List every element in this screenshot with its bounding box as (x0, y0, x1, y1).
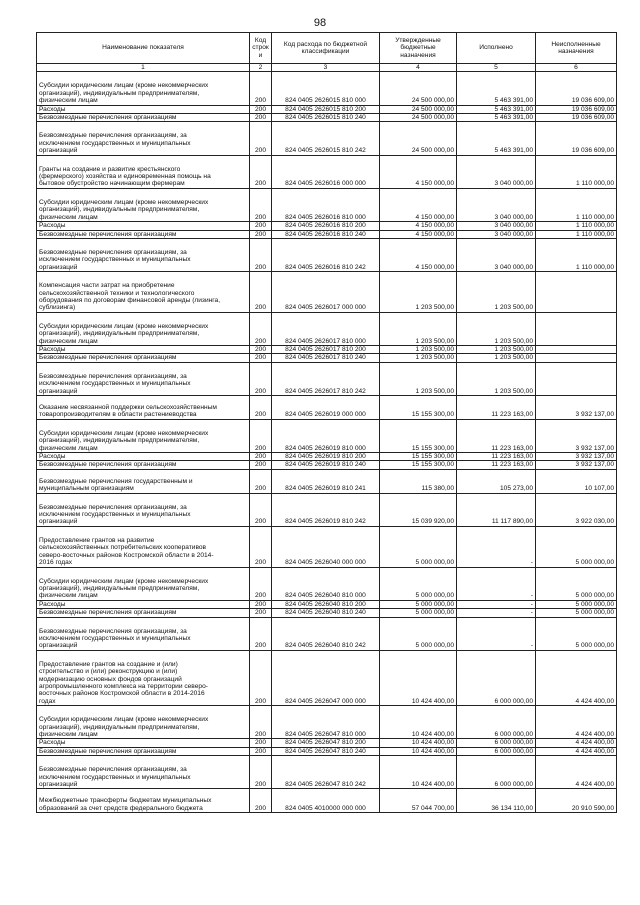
row-classification-code: 824 0405 2626047 000 000 (272, 650, 380, 705)
row-indicator-name: Оказание несвязанной поддержки сельскохозяйственным товаропроизводителям в области растениеводства (37, 396, 250, 420)
row-line-code: 200 (250, 617, 272, 650)
row-classification-code: 824 0405 2626016 000 000 (272, 155, 380, 188)
row-classification-code: 824 0405 4010000 000 000 (272, 789, 380, 813)
header-approved: Утвержденные бюджетные назначения (380, 33, 457, 64)
row-line-code: 200 (250, 188, 272, 221)
row-classification-code: 824 0405 2626040 000 000 (272, 526, 380, 567)
row-indicator-name: Безвозмездные перечисления организациям, за исключением государственных и муниципальных организаций (37, 122, 250, 155)
row-line-code: 200 (250, 526, 272, 567)
row-classification-code: 824 0405 2626016 810 242 (272, 238, 380, 271)
column-number: 1 (37, 64, 250, 72)
row-approved-amount: 1 203 500,00 (380, 312, 457, 345)
table-row (37, 72, 617, 105)
row-executed-amount: 3 040 000,00 (457, 238, 536, 271)
row-unexecuted-amount: 1 110 000,00 (536, 188, 617, 221)
row-classification-code: 824 0405 2626017 810 240 (272, 354, 380, 362)
row-executed-amount: 11 223 163,00 (457, 396, 536, 420)
table-row (37, 609, 617, 617)
row-unexecuted-amount: 3 932 137,00 (536, 461, 617, 469)
row-executed-amount: 3 040 000,00 (457, 155, 536, 188)
table-row (37, 188, 617, 221)
table-row (37, 526, 617, 567)
row-executed-amount: 3 040 000,00 (457, 230, 536, 238)
row-executed-amount: 5 463 391,00 (457, 105, 536, 113)
row-indicator-name: Безвозмездные перечисления организациям, за исключением государственных и муниципальных организаций (37, 756, 250, 789)
table-row (37, 747, 617, 755)
table-row (37, 362, 617, 395)
row-approved-amount: 10 424 400,00 (380, 706, 457, 739)
row-unexecuted-amount: 19 036 609,00 (536, 114, 617, 122)
table-row (37, 461, 617, 469)
row-line-code: 200 (250, 72, 272, 105)
row-classification-code: 824 0405 2626019 810 240 (272, 461, 380, 469)
row-indicator-name: Расходы (37, 600, 250, 608)
row-executed-amount: 36 134 110,00 (457, 789, 536, 813)
table-row (37, 567, 617, 600)
row-approved-amount: 5 000 000,00 (380, 567, 457, 600)
row-unexecuted-amount: 20 910 590,00 (536, 789, 617, 813)
row-line-code: 200 (250, 105, 272, 113)
table-row (37, 105, 617, 113)
row-indicator-name: Расходы (37, 222, 250, 230)
row-indicator-name: Субсидии юридическим лицам (кроме некоммерческих организаций), индивидуальным предпринимателям, физическим лицам (37, 419, 250, 452)
row-approved-amount: 1 203 500,00 (380, 272, 457, 313)
row-approved-amount: 24 500 000,00 (380, 105, 457, 113)
row-line-code: 200 (250, 567, 272, 600)
row-classification-code: 824 0405 2626015 810 000 (272, 72, 380, 105)
table-row (37, 345, 617, 353)
row-line-code: 200 (250, 469, 272, 493)
row-classification-code: 824 0405 2626015 810 242 (272, 122, 380, 155)
row-classification-code: 824 0405 2626017 810 242 (272, 362, 380, 395)
row-indicator-name: Предоставление грантов на создание и (или) строительство и (или) реконструкцию и (или) модернизацию основных фондов организаций агропромышленного комплекса на территории северо- восточных районов Костромской области в 2014-2016 годах (37, 650, 250, 705)
row-line-code: 200 (250, 272, 272, 313)
row-unexecuted-amount: 1 110 000,00 (536, 222, 617, 230)
table-row (37, 600, 617, 608)
table-row (37, 469, 617, 493)
row-unexecuted-amount: 5 000 000,00 (536, 600, 617, 608)
table-row (37, 122, 617, 155)
table-row (37, 114, 617, 122)
row-indicator-name: Расходы (37, 739, 250, 747)
row-approved-amount: 10 424 400,00 (380, 756, 457, 789)
row-line-code: 200 (250, 419, 272, 452)
row-unexecuted-amount: 5 000 000,00 (536, 609, 617, 617)
row-executed-amount: 11 117 890,00 (457, 493, 536, 526)
row-unexecuted-amount: 19 036 609,00 (536, 105, 617, 113)
row-approved-amount: 1 203 500,00 (380, 354, 457, 362)
page-number: 98 (313, 17, 327, 29)
row-approved-amount: 4 150 000,00 (380, 188, 457, 221)
table-row (37, 155, 617, 188)
row-executed-amount: 3 040 000,00 (457, 188, 536, 221)
row-line-code: 200 (250, 493, 272, 526)
row-unexecuted-amount: 3 922 030,00 (536, 493, 617, 526)
row-unexecuted-amount: 4 424 400,00 (536, 706, 617, 739)
row-executed-amount: 11 223 163,00 (457, 453, 536, 461)
row-unexecuted-amount: 3 932 137,00 (536, 453, 617, 461)
row-executed-amount: 1 203 500,00 (457, 312, 536, 345)
row-executed-amount: 6 000 000,00 (457, 706, 536, 739)
row-indicator-name: Предоставление грантов на развитие сельскохозяйственных потребительских кооперативов северо-восточных районов Костромской области в 2014- 2016 годах (37, 526, 250, 567)
table-row (37, 272, 617, 313)
table-row (37, 617, 617, 650)
row-approved-amount: 115 380,00 (380, 469, 457, 493)
table-body (37, 72, 617, 813)
row-unexecuted-amount: 4 424 400,00 (536, 739, 617, 747)
header-row (37, 33, 617, 64)
table-row (37, 493, 617, 526)
table-row (37, 453, 617, 461)
row-indicator-name: Субсидии юридическим лицам (кроме некоммерческих организаций), индивидуальным предпринимателям, физическим лицам (37, 312, 250, 345)
row-approved-amount: 57 044 700,00 (380, 789, 457, 813)
row-classification-code: 824 0405 2626017 810 200 (272, 345, 380, 353)
row-classification-code: 824 0405 2626016 810 000 (272, 188, 380, 221)
row-executed-amount: 1 203 500,00 (457, 362, 536, 395)
header-unexecuted: Неисполненные назначения (536, 33, 617, 64)
row-classification-code: 824 0405 2626019 810 000 (272, 419, 380, 452)
row-classification-code: 824 0405 2626047 810 000 (272, 706, 380, 739)
row-line-code: 200 (250, 706, 272, 739)
row-unexecuted-amount (536, 345, 617, 353)
row-executed-amount: 6 000 000,00 (457, 650, 536, 705)
row-executed-amount: 5 463 391,00 (457, 72, 536, 105)
row-classification-code: 824 0405 2626019 810 241 (272, 469, 380, 493)
row-executed-amount: - (457, 617, 536, 650)
row-executed-amount: 5 463 391,00 (457, 122, 536, 155)
row-indicator-name: Безвозмездные перечисления организациям, за исключением государственных и муниципальных организаций (37, 617, 250, 650)
table-row (37, 789, 617, 813)
row-indicator-name: Расходы (37, 105, 250, 113)
row-executed-amount: - (457, 526, 536, 567)
row-approved-amount: 5 000 000,00 (380, 609, 457, 617)
row-indicator-name: Расходы (37, 345, 250, 353)
row-indicator-name: Безвозмездные перечисления организациям, за исключением государственных и муниципальных организаций (37, 238, 250, 271)
row-unexecuted-amount: 4 424 400,00 (536, 756, 617, 789)
row-line-code: 200 (250, 461, 272, 469)
table-row (37, 419, 617, 452)
header-executed: Исполнено (457, 33, 536, 64)
row-line-code: 200 (250, 230, 272, 238)
row-classification-code: 824 0405 2626019 810 242 (272, 493, 380, 526)
column-number: 5 (457, 64, 536, 72)
row-approved-amount: 10 424 400,00 (380, 747, 457, 755)
row-indicator-name: Расходы (37, 453, 250, 461)
row-line-code: 200 (250, 362, 272, 395)
row-line-code: 200 (250, 238, 272, 271)
row-classification-code: 824 0405 2626040 810 240 (272, 609, 380, 617)
table-row (37, 312, 617, 345)
row-indicator-name: Межбюджетные трансферты бюджетам муниципальных образований за счет средств федерального бюджета (37, 789, 250, 813)
row-classification-code: 824 0405 2626017 000 000 (272, 272, 380, 313)
row-unexecuted-amount: 4 424 400,00 (536, 650, 617, 705)
row-line-code: 200 (250, 756, 272, 789)
row-classification-code: 824 0405 2626016 810 240 (272, 230, 380, 238)
row-line-code: 200 (250, 789, 272, 813)
row-indicator-name: Субсидии юридическим лицам (кроме некоммерческих организаций), индивидуальным предпринимателям, физическим лицам (37, 72, 250, 105)
column-number: 3 (272, 64, 380, 72)
row-approved-amount: 10 424 400,00 (380, 739, 457, 747)
row-indicator-name: Безвозмездные перечисления организациям (37, 461, 250, 469)
row-line-code: 200 (250, 155, 272, 188)
row-executed-amount: - (457, 600, 536, 608)
row-approved-amount: 24 500 000,00 (380, 122, 457, 155)
row-approved-amount: 5 000 000,00 (380, 617, 457, 650)
row-classification-code: 824 0405 2626019 000 000 (272, 396, 380, 420)
row-executed-amount: 3 040 000,00 (457, 222, 536, 230)
row-executed-amount: 11 223 163,00 (457, 461, 536, 469)
row-approved-amount: 4 150 000,00 (380, 238, 457, 271)
row-unexecuted-amount: 3 932 137,00 (536, 419, 617, 452)
table-row (37, 230, 617, 238)
row-unexecuted-amount: 10 107,00 (536, 469, 617, 493)
row-indicator-name: Компенсация части затрат на приобретение сельскохозяйственной техники и технологического оборудования по договорам финансовой аренды (лизинга, сублизинга) (37, 272, 250, 313)
row-unexecuted-amount: 19 036 609,00 (536, 72, 617, 105)
table-row (37, 756, 617, 789)
row-indicator-name: Субсидии юридическим лицам (кроме некоммерческих организаций), индивидуальным предпринимателям, физическим лицам (37, 567, 250, 600)
row-indicator-name: Безвозмездные перечисления организациям (37, 747, 250, 755)
row-executed-amount: - (457, 609, 536, 617)
row-approved-amount: 5 000 000,00 (380, 600, 457, 608)
row-executed-amount: 105 273,00 (457, 469, 536, 493)
table-row (37, 739, 617, 747)
row-unexecuted-amount (536, 312, 617, 345)
row-indicator-name: Безвозмездные перечисления организациям, за исключением государственных и муниципальных организаций (37, 493, 250, 526)
row-approved-amount: 24 500 000,00 (380, 114, 457, 122)
column-number: 6 (536, 64, 617, 72)
row-indicator-name: Безвозмездные перечисления организациям, за исключением государственных и муниципальных организаций (37, 362, 250, 395)
row-executed-amount: 1 203 500,00 (457, 345, 536, 353)
row-unexecuted-amount: 19 036 609,00 (536, 122, 617, 155)
row-approved-amount: 1 203 500,00 (380, 345, 457, 353)
row-indicator-name: Безвозмездные перечисления организациям (37, 354, 250, 362)
row-executed-amount: 11 223 163,00 (457, 419, 536, 452)
table-row (37, 354, 617, 362)
row-unexecuted-amount: 1 110 000,00 (536, 238, 617, 271)
row-classification-code: 824 0405 2626015 810 240 (272, 114, 380, 122)
row-unexecuted-amount: 5 000 000,00 (536, 526, 617, 567)
row-indicator-name: Гранты на создание и развитие крестьянского (фермерского) хозяйства и единовременная помощь на бытовое обустройство начинающим фермерам (37, 155, 250, 188)
row-unexecuted-amount: 1 110 000,00 (536, 155, 617, 188)
row-line-code: 200 (250, 600, 272, 608)
row-unexecuted-amount: 5 000 000,00 (536, 567, 617, 600)
row-executed-amount: 5 463 391,00 (457, 114, 536, 122)
header-classification-code: Код расхода по бюджетной классификации (272, 33, 380, 64)
row-indicator-name: Безвозмездные перечисления государственным и муниципальным организациям (37, 469, 250, 493)
row-line-code: 200 (250, 396, 272, 420)
row-classification-code: 824 0405 2626047 810 200 (272, 739, 380, 747)
row-approved-amount: 10 424 400,00 (380, 650, 457, 705)
budget-report-table (36, 32, 617, 813)
column-number: 2 (250, 64, 272, 72)
row-indicator-name: Субсидии юридическим лицам (кроме некоммерческих организаций), индивидуальным предпринимателям, физическим лицам (37, 188, 250, 221)
row-approved-amount: 15 155 300,00 (380, 453, 457, 461)
row-line-code: 200 (250, 345, 272, 353)
row-executed-amount: 1 203 500,00 (457, 272, 536, 313)
row-classification-code: 824 0405 2626040 810 200 (272, 600, 380, 608)
row-approved-amount: 1 203 500,00 (380, 362, 457, 395)
row-approved-amount: 24 500 000,00 (380, 72, 457, 105)
table-row (37, 238, 617, 271)
row-executed-amount: 1 203 500,00 (457, 354, 536, 362)
row-classification-code: 824 0405 2626040 810 000 (272, 567, 380, 600)
row-line-code: 200 (250, 453, 272, 461)
row-executed-amount: 6 000 000,00 (457, 739, 536, 747)
row-approved-amount: 4 150 000,00 (380, 155, 457, 188)
row-unexecuted-amount: 4 424 400,00 (536, 747, 617, 755)
row-approved-amount: 15 155 300,00 (380, 419, 457, 452)
row-approved-amount: 5 000 000,00 (380, 526, 457, 567)
row-indicator-name: Субсидии юридическим лицам (кроме некоммерческих организаций), индивидуальным предпринимателям, физическим лицам (37, 706, 250, 739)
table-row (37, 396, 617, 420)
row-line-code: 200 (250, 650, 272, 705)
row-line-code: 200 (250, 222, 272, 230)
row-line-code: 200 (250, 122, 272, 155)
row-classification-code: 824 0405 2626019 810 200 (272, 453, 380, 461)
table-row (37, 706, 617, 739)
row-approved-amount: 15 155 300,00 (380, 461, 457, 469)
row-approved-amount: 15 155 300,00 (380, 396, 457, 420)
header-indicator-name: Наименование показателя (37, 33, 250, 64)
row-indicator-name: Безвозмездные перечисления организациям (37, 230, 250, 238)
row-unexecuted-amount (536, 272, 617, 313)
row-line-code: 200 (250, 312, 272, 345)
row-approved-amount: 15 039 920,00 (380, 493, 457, 526)
row-classification-code: 824 0405 2626047 810 240 (272, 747, 380, 755)
row-line-code: 200 (250, 747, 272, 755)
row-unexecuted-amount: 3 932 137,00 (536, 396, 617, 420)
row-approved-amount: 4 150 000,00 (380, 230, 457, 238)
column-number-row (37, 64, 617, 72)
row-indicator-name: Безвозмездные перечисления организациям (37, 114, 250, 122)
table-row (37, 650, 617, 705)
header-line-code: Код строк и (250, 33, 272, 64)
row-unexecuted-amount: 1 110 000,00 (536, 230, 617, 238)
row-line-code: 200 (250, 609, 272, 617)
row-unexecuted-amount (536, 354, 617, 362)
row-unexecuted-amount: 5 000 000,00 (536, 617, 617, 650)
row-classification-code: 824 0405 2626047 810 242 (272, 756, 380, 789)
column-number: 4 (380, 64, 457, 72)
row-classification-code: 824 0405 2626040 810 242 (272, 617, 380, 650)
table-row (37, 222, 617, 230)
row-line-code: 200 (250, 739, 272, 747)
row-executed-amount: - (457, 567, 536, 600)
row-classification-code: 824 0405 2626017 810 000 (272, 312, 380, 345)
row-line-code: 200 (250, 114, 272, 122)
row-executed-amount: 6 000 000,00 (457, 756, 536, 789)
row-classification-code: 824 0405 2626016 810 200 (272, 222, 380, 230)
row-line-code: 200 (250, 354, 272, 362)
row-executed-amount: 6 000 000,00 (457, 747, 536, 755)
row-indicator-name: Безвозмездные перечисления организациям (37, 609, 250, 617)
row-approved-amount: 4 150 000,00 (380, 222, 457, 230)
row-classification-code: 824 0405 2626015 810 200 (272, 105, 380, 113)
row-unexecuted-amount (536, 362, 617, 395)
